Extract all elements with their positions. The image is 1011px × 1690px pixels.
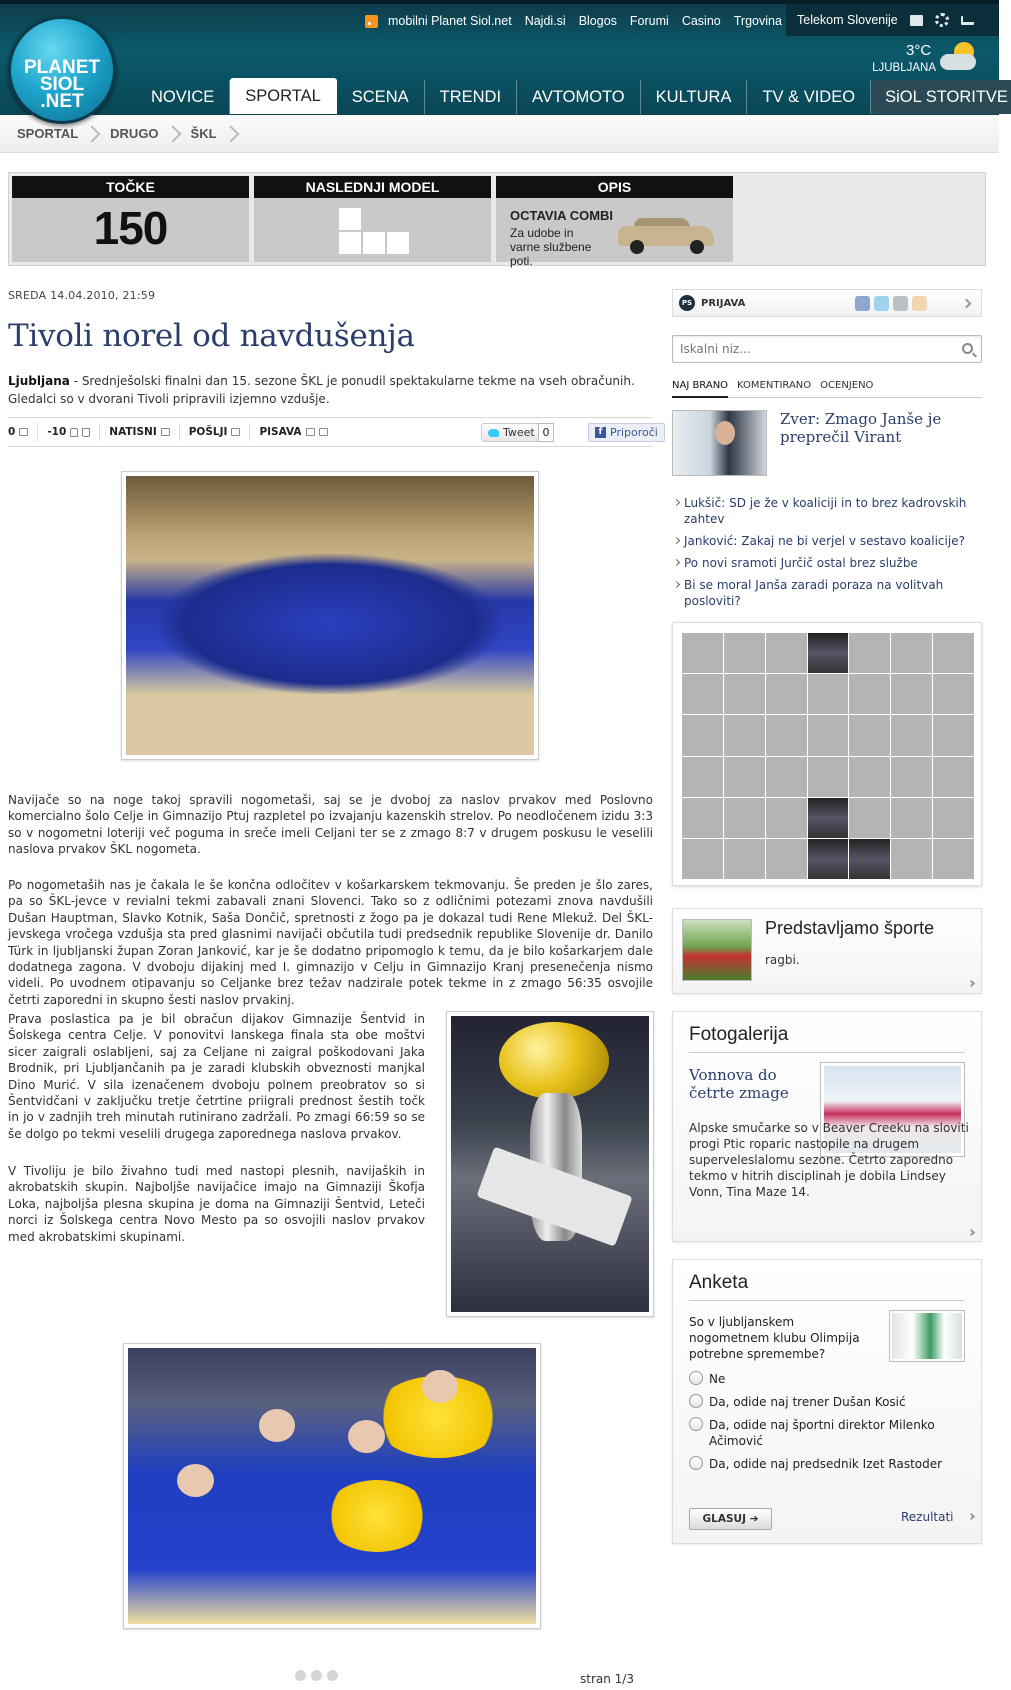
nav-sportal[interactable]: SPORTAL (230, 78, 337, 114)
poll-option-label: Da, odide naj trener Dušan Kosić (709, 1395, 906, 1409)
comments-count-value: 0 (8, 426, 16, 438)
sports-intro-title[interactable]: Predstavljamo športe (765, 918, 935, 938)
poll-option-label: Da, odide naj športni direktor Milenko Ačimović (709, 1418, 935, 1448)
openid-icon[interactable] (912, 296, 927, 311)
logo-line-3: .NET (40, 91, 84, 112)
article-photo-team[interactable] (121, 471, 539, 760)
poll-option[interactable] (689, 1394, 979, 1410)
tweet-button[interactable] (481, 423, 542, 442)
lead-place: Ljubljana (8, 374, 70, 388)
tweet-label: Tweet (503, 426, 535, 439)
main-nav (136, 80, 1011, 114)
radio-button[interactable] (689, 1394, 703, 1408)
nav-novice[interactable]: NOVICE (136, 80, 230, 114)
ad-points-column (12, 176, 249, 262)
top-link-mobile[interactable]: mobilni Planet Siol.net (388, 14, 512, 28)
chevron-right-icon (222, 125, 239, 142)
chevron-right-icon[interactable] (968, 1229, 975, 1236)
top-link-blogos[interactable]: Blogos (578, 14, 617, 28)
top-story-thumbnail[interactable] (672, 410, 767, 476)
chevron-right-icon[interactable] (968, 1513, 975, 1520)
lead-text: - Srednješolski finalni dan 15. sezone ŠKL je ponudil spektakularne tekme na vseh obračunih. Gledalci so v dvorani Tivoli pripravili izjemno vzdušje. (8, 374, 635, 406)
search-box (672, 335, 982, 363)
page-indicator: stran 1/3 (580, 1672, 634, 1686)
nav-avtomoto[interactable]: AVTOMOTO (517, 80, 641, 114)
headline-item[interactable]: Po novi sramoti Jurčič ostal brez službe (672, 555, 982, 571)
tab-ocenjeno[interactable]: OCENJENO (820, 380, 874, 391)
mosaic-ad[interactable] (672, 622, 982, 886)
twitter-icon[interactable] (874, 296, 889, 311)
poll-question: So v ljubljanskem nogometnem klubu Olimpija potrebne spremembe? (689, 1315, 860, 1361)
nav-tv-video[interactable]: TV & VIDEO (747, 80, 871, 114)
font-size-control (250, 423, 336, 441)
font-label: PISAVA (259, 426, 302, 438)
print-button[interactable] (100, 423, 179, 441)
logo-line-1: PLANET (24, 57, 100, 78)
login-bar (672, 289, 982, 317)
rss-icon[interactable] (365, 15, 378, 28)
gallery-box (672, 1011, 982, 1242)
sports-intro-box[interactable] (672, 908, 982, 994)
ad-next-model-title: NASLEDNJI MODEL (254, 176, 491, 198)
tab-naj-brano[interactable]: NAJ BRANO (672, 378, 728, 398)
ad-banner[interactable] (8, 172, 986, 266)
twitter-bird-icon (488, 429, 499, 437)
top-link-trgovina[interactable]: Trgovina (733, 14, 782, 28)
google-icon[interactable] (893, 296, 908, 311)
telekom-bar (786, 4, 999, 36)
headline-item[interactable]: Bi se moral Janša zaradi poraza na volitvah posloviti? (672, 577, 982, 609)
weather-temp: 3°C (906, 42, 932, 59)
login-link[interactable]: PRIJAVA (701, 297, 746, 309)
chevron-right-icon (164, 125, 181, 142)
top-link-casino[interactable]: Casino (681, 14, 721, 28)
recommend-label: Priporoči (610, 426, 658, 439)
top-story-title[interactable]: Zver: Zmago Janše je preprečil Virant (780, 410, 942, 446)
sports-intro-sub: ragbi. (765, 953, 800, 967)
article-date: SREDA 14.04.2010, 21:59 (8, 289, 156, 302)
print-label: NATISNI (109, 426, 157, 438)
sidebar-tabs (672, 378, 982, 398)
article-toolbar (8, 417, 658, 447)
ad-model-name: OCTAVIA COMBI (510, 208, 614, 223)
paragraph-3: Prava poslastica pa je bil obračun dijakov Gimnazije Šentvid in Šolskega centra Celje. V ponovitvi lanskega finala sta obe moštvi sicer zaigrali oslabljeni, saj za Celjane ni zaigral poškodovani Jaka Brodnik, pri Ljubljančanih pa je zaradi klubskih obveznosti manjkal Dino Murić. V sila izenačenem dvoboju polnem preobratov so si Šentvidčani v zaključku tretje četrtine priigrali prednost šestih točk in jo v zadnjih treh minutah rutinirano zadržali. Po zmagi 66:59 so se še dolgo po tekmi veselili drugega zaporednega naslova prvakov. (8, 1012, 425, 1141)
nav-siol-storitve[interactable]: SiOL STORITVE (871, 80, 1011, 114)
poll-option[interactable] (689, 1371, 979, 1387)
font-increase-icon[interactable] (306, 428, 315, 436)
thumbs-up-icon[interactable] (70, 428, 78, 437)
gear-icon[interactable] (935, 13, 949, 27)
planet-siol-icon: PS (679, 295, 695, 311)
logo-line-2: SIOL (39, 74, 85, 95)
telekom-link[interactable]: Telekom Slovenije (797, 13, 898, 27)
poll-box (672, 1259, 982, 1544)
nav-trendi[interactable]: TRENDI (425, 80, 517, 114)
pager-dot-1[interactable] (295, 1670, 306, 1681)
social-login-icons (855, 296, 927, 311)
vote-button[interactable]: GLASUJ ➔ (689, 1508, 772, 1530)
breadcrumb-drugo[interactable]: DRUGO (110, 126, 159, 141)
radio-button[interactable] (689, 1417, 703, 1431)
top-story[interactable] (672, 410, 982, 478)
top-link-forumi[interactable]: Forumi (629, 14, 669, 28)
top-links (365, 12, 782, 30)
envelope-icon (231, 428, 240, 436)
comment-icon (19, 428, 28, 436)
ad-description-column (496, 176, 733, 268)
radio-button[interactable] (689, 1456, 703, 1470)
breadcrumb-sportal[interactable]: SPORTAL (17, 126, 79, 141)
cart-icon[interactable] (961, 16, 974, 25)
divider (689, 1300, 965, 1301)
poll-option-label: Ne (709, 1372, 726, 1386)
ad-next-model-column (254, 176, 491, 262)
poll-option-label: Da, odide naj predsednik Izet Rastoder (709, 1457, 943, 1471)
headline-item[interactable]: Janković: Zakaj ne bi verjel v sestavo koalicije? (672, 533, 982, 549)
partly-cloudy-icon (940, 42, 980, 74)
search-icon[interactable] (962, 343, 973, 354)
poll-thumbnail (889, 1310, 965, 1362)
weather-city: LJUBLJANA (872, 62, 936, 74)
gallery-text: Alpske smučarke so v Beaver Creeku na sloviti progi Ptic roparic nastopile na drugem superveleslalomu sezone. Četrto zaporedno tekmo v hitrih disciplinah je dobila Lindsey Vonn, Tina Maze 14. (689, 1121, 969, 1199)
mosaic-grid (682, 633, 974, 879)
poll-option[interactable] (689, 1456, 979, 1472)
breadcrumb-skl[interactable]: ŠKL (190, 126, 217, 141)
nav-kultura[interactable]: KULTURA (641, 80, 748, 114)
breadcrumb (0, 115, 999, 153)
top-link-najdi[interactable]: Najdi.si (524, 14, 566, 28)
nav-scena[interactable]: SCENA (337, 80, 425, 114)
search-input[interactable] (673, 336, 943, 362)
pager-dot-3[interactable] (327, 1670, 338, 1681)
rating (38, 423, 100, 441)
poll-title: Anketa (689, 1272, 749, 1293)
chevron-right-icon[interactable] (962, 299, 972, 309)
comments-count[interactable] (8, 423, 38, 441)
ad-model-desc: Za udobe in varne službene poti. (510, 226, 592, 268)
results-link[interactable]: Rezultati (901, 1510, 954, 1524)
radio-button[interactable] (689, 1371, 703, 1385)
article-lead (8, 372, 653, 408)
paragraph-1: Navijače so na noge takoj spravili nogometaši, saj se je dvoboj za naslov prvakov med Poslovno komercialno šolo Celje in Gimnazijo Ptuj razpletel po izvajanju kazenskih strelov. Po neodločenem izidu 3:3 so v nogometni loteriji več poguma in sreče imeli Celjani ter se z zmago 8:7 v drugem poskusu le veselili naslova prvakov ŠKL nogometa. (8, 793, 653, 857)
send-label: POŠLJI (188, 426, 228, 438)
ad-description-title: OPIS (496, 176, 733, 198)
photo-pager (295, 1670, 338, 1681)
gallery-link[interactable]: Vonnova do četrte zmage (689, 1066, 789, 1102)
headline-list (672, 495, 982, 615)
tab-komentirano[interactable]: KOMENTIRANO (737, 380, 812, 391)
chevron-right-icon (84, 125, 101, 142)
article-title: Tivoli norel od navdušenja (8, 318, 415, 354)
gallery-title: Fotogalerija (689, 1024, 789, 1045)
printer-icon (161, 428, 170, 436)
font-decrease-icon[interactable] (319, 428, 328, 436)
facebook-recommend-button[interactable] (588, 423, 665, 442)
ad-points-title: TOČKE (12, 176, 249, 198)
site-logo[interactable] (8, 16, 116, 124)
headline-item[interactable]: Lukšič: SD je že v koaliciji in to brez kadrovskih zahtev (672, 495, 982, 527)
mail-icon[interactable] (910, 15, 923, 26)
send-button[interactable] (180, 423, 251, 441)
divider (689, 1052, 965, 1053)
paragraph-4: V Tivoliju je bilo živahno tudi med nastopi plesnih, navijaških in akrobatskih skupin. Najboljše navijačice imajo na Gimnaziji Škofja Loka, najboljša plesna skupina je doma na Gimnaziji Šentvid, Leteči norci iz Šolskega centra Novo Mesto pa so osvojili naslov prvakov med akrobatskimi skupinami. (8, 1164, 425, 1244)
poll-option[interactable] (689, 1417, 949, 1449)
pager-dot-2[interactable] (311, 1670, 322, 1681)
thumbs-down-icon[interactable] (82, 428, 90, 437)
tweet-count: 0 (538, 423, 554, 442)
car-image (614, 216, 718, 256)
article-photo-cheerleaders[interactable] (123, 1343, 541, 1629)
paragraph-2: Po nogometaših nas je čakala le še končna odločitev v košarkarskem tekmovanju. Še preden je šlo zares, pa so ŠKL-jevce v revialni tekmi zabavali znani Slovenci. Tako so z odličnimi potezami znova navdušili Dušan Hauptman, Slavko Kotnik, Saša Dončič, spretnosti z žogo pa je dokazal tudi Rene Mlekuž. Del ŠKL-jevskega vročega vzdušja sta pred glasnimi navijači občutila tudi predsednik republike Slovenije dr. Danilo Türk in ljubljanski župan Zoran Janković, kar je še dodatno pripomoglo k temu, da je bilo košarkarjem dale dodatnega zagona. V dvoboju dijakinj med I. gimnazijo v Celju in Gimnazijo Kranj presenečenja nismo videli. Po uvodnem otipavanju so Celjanke brez težav nadzirale potek tekme in z zmago 56:35 osvojile četrti zaporedni in skupno šesti naslov prvakinj. (8, 878, 653, 1007)
article-photo-trophy[interactable] (446, 1011, 654, 1317)
rugby-thumbnail[interactable] (682, 919, 752, 981)
rating-value: -10 (47, 426, 67, 438)
facebook-icon: f (595, 427, 606, 438)
site-header (0, 0, 1008, 115)
facebook-icon[interactable] (855, 296, 870, 311)
chevron-right-icon[interactable] (968, 980, 975, 987)
ad-points-value: 150 (93, 202, 168, 254)
